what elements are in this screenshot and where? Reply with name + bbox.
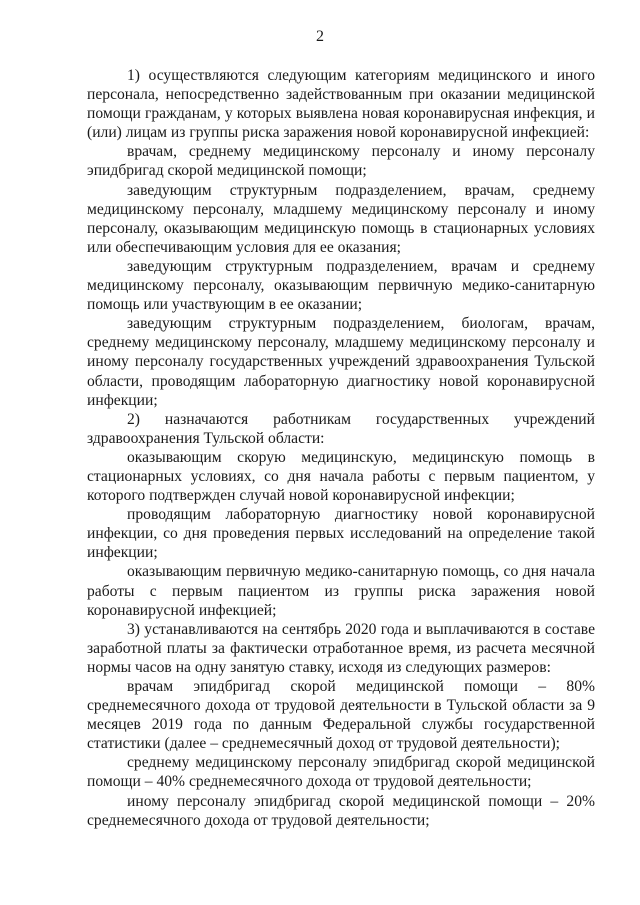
paragraph-laboratory-staff: заведующим структурным подразделением, биологам, врачам, среднему медицинскому персоналу, младшему медицинскому персоналу и иному персоналу государственных учреждений здравоохранения Тульской области, проводящим лабораторную диагностику новой коронавирусной инфекции; bbox=[87, 315, 595, 409]
page-number: 2 bbox=[316, 28, 324, 45]
paragraph-ambulance-inpatient-start: оказывающим скорую медицинскую, медицинскую помощь в стационарных условиях, со дня начала работы с первым пациентом, у которого подтвержден случай новой коронавирусной инфекции; bbox=[87, 448, 595, 505]
paragraph-item-3: 3) устанавливаются на сентябрь 2020 года и выплачиваются в составе заработной платы за фактически отработанное время, из расчета месячной нормы часов на одну занятую ставку, исходя из следующих размеров: bbox=[87, 620, 595, 676]
paragraph-laboratory-start: проводящим лабораторную диагностику новой коронавирусной инфекции, со дня проведения первых исследований на определение такой инфекции; bbox=[87, 506, 595, 562]
paragraph-primary-care-staff: заведующим структурным подразделением, врачам и среднему медицинскому персоналу, оказывающим первичную медико-санитарную помощь или участвующим в ее оказании; bbox=[87, 257, 595, 314]
paragraph-nurses-rate: среднему медицинскому персоналу эпидбригад скорой медицинской помощи – 40% среднемесячного дохода от трудовой деятельности; bbox=[87, 754, 595, 791]
paragraph-doctors-rate: врачам эпидбригад скорой медицинской помощи – 80% среднемесячного дохода от трудовой деятельности в Тульской области за 9 месяцев 2019 года по данным Федеральной службы государственной статистики (далее – среднемесячный доход от трудовой деятельности); bbox=[87, 678, 595, 753]
paragraph-item-2: 2) назначаются работникам государственных учреждений здравоохранения Тульской области: bbox=[87, 410, 595, 447]
paragraph-ambulance-staff: врачам, среднему медицинскому персоналу и иному персоналу эпидбригад скорой медицинской помощи; bbox=[87, 143, 595, 180]
paragraph-item-1: 1) осуществляются следующим категориям медицинского и иного персонала, непосредственно задействованным при оказании медицинской помощи гражданам, у которых выявлена новая коронавирусная инфекция, и (или) лицам из группы риска заражения новой коронавирусной инфекцией: bbox=[87, 67, 595, 142]
paragraph-primary-care-start: оказывающим первичную медико-санитарную помощь, со дня начала работы с первым пациентом из группы риска заражения новой коронавирусной инфекцией; bbox=[87, 563, 595, 619]
paragraph-inpatient-staff: заведующим структурным подразделением, врачам, среднему медицинскому персоналу, младшему медицинскому персоналу и иному персоналу, оказывающим медицинскую помощь в стационарных условиях или обеспечивающим условия для ее оказания; bbox=[87, 181, 595, 256]
paragraph-other-staff-rate: иному персоналу эпидбригад скорой медицинской помощи – 20% среднемесячного дохода от трудовой деятельности; bbox=[87, 792, 595, 829]
document-body bbox=[87, 66, 595, 830]
